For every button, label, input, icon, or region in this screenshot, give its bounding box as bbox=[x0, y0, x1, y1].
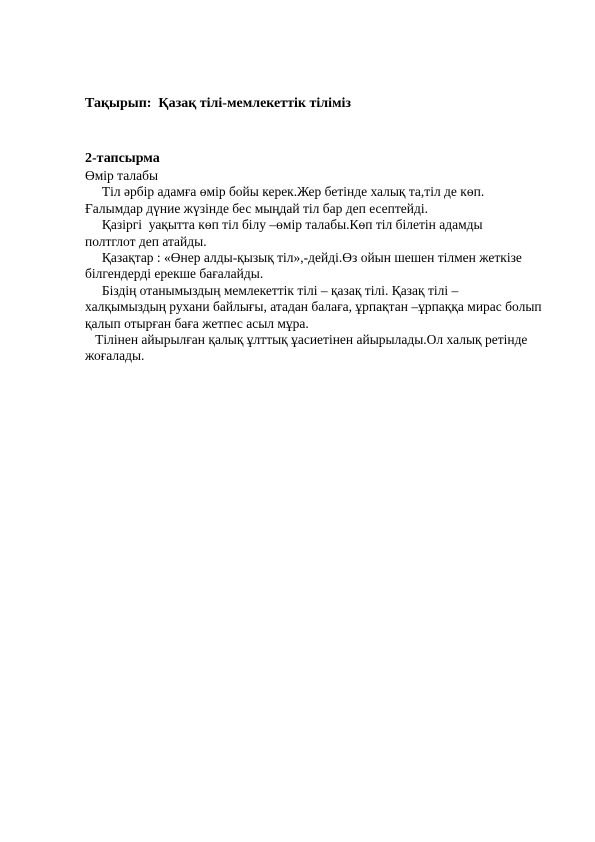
task-label: 2-тапсырма bbox=[85, 151, 160, 166]
body-line: қалып отырған баға жетпес асыл мұра. bbox=[85, 315, 309, 331]
body-line: Қазақтар : «Өнер алды-қызық тіл»,-дейді.Өз ойын шешен тілмен жеткізе bbox=[85, 250, 522, 266]
body-line: Тілінен айырылған қалық ұлттық ұасиетінен айырылады.Ол халық ретінде bbox=[85, 332, 528, 348]
body-line: Тіл әрбір адамға өмір бойы керек.Жер бетінде халық та,тіл де көп. bbox=[85, 184, 485, 200]
document-body bbox=[85, 168, 565, 365]
body-line-subtitle: Өмір талабы bbox=[85, 168, 159, 183]
document-title: Тақырып: Қазақ тілі-мемлекеттік тіліміз bbox=[85, 96, 352, 111]
body-line: халқымыздың рухани байлығы, атадан балаға, ұрпақтан –ұрпаққа мирас болып bbox=[85, 299, 542, 315]
body-line: жоғалады. bbox=[85, 348, 145, 364]
body-line: білгендерді ерекше бағалайды. bbox=[85, 266, 264, 282]
body-line: Ғалымдар дүние жүзінде бес мыңдай тіл бар деп есептейді. bbox=[85, 200, 429, 216]
body-line: Біздің отанымыздың мемлекеттік тілі – қазақ тілі. Қазақ тілі – bbox=[85, 282, 459, 298]
body-line: полтглот деп атайды. bbox=[85, 233, 207, 249]
body-line: Қазіргі уақытта көп тіл білу –өмір талабы.Көп тіл білетін адамды bbox=[85, 217, 483, 233]
